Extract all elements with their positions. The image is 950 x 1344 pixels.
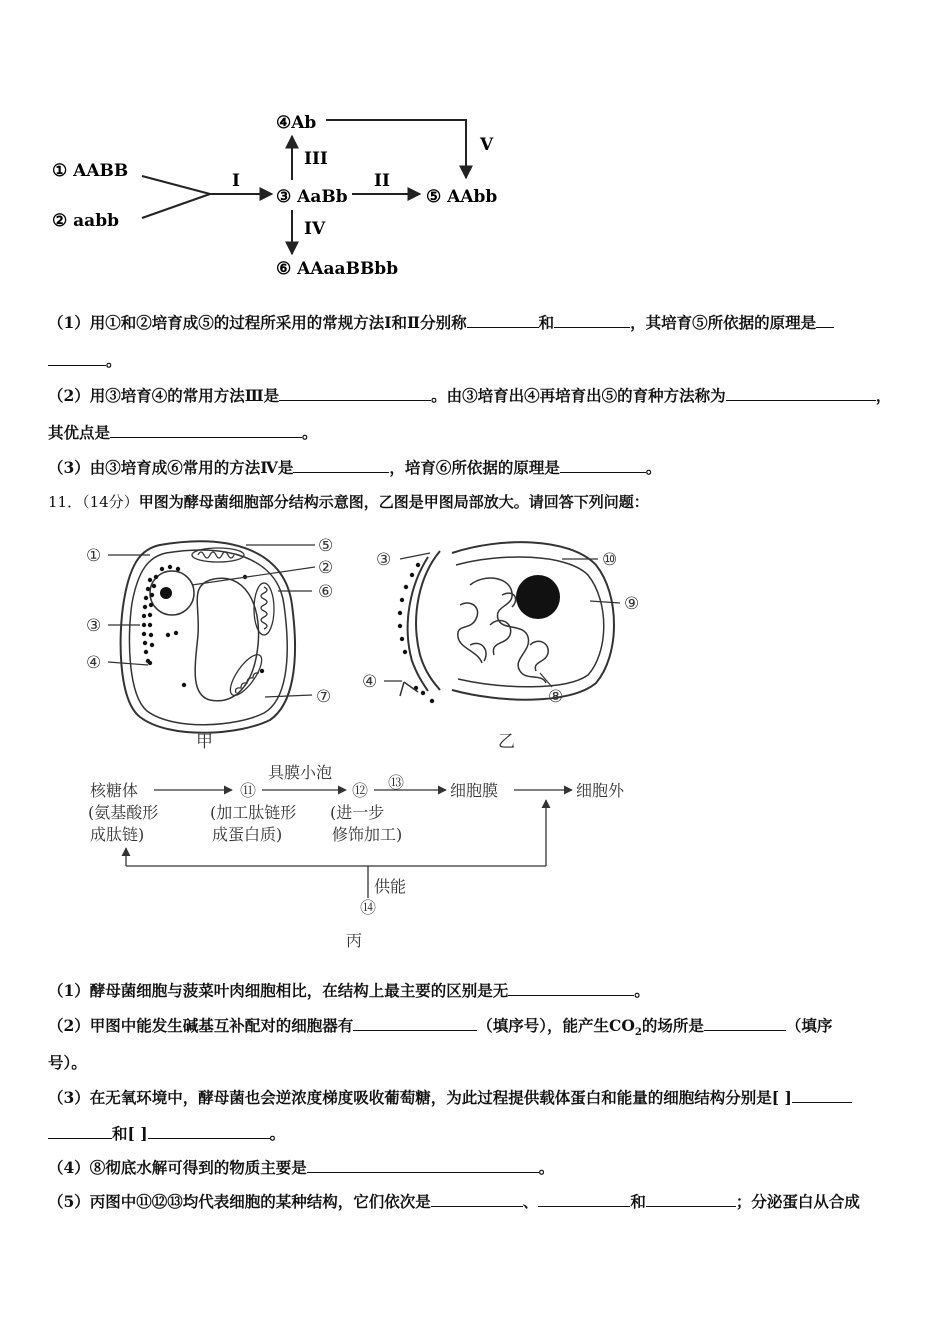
blank[interactable] — [726, 385, 876, 401]
blank[interactable] — [48, 350, 106, 366]
flow-ribosome-note1: (氨基酸形 — [88, 803, 159, 822]
label-7: ⑦ — [316, 687, 332, 707]
blank[interactable] — [560, 457, 646, 473]
q11-part2-cont: 号）。 — [48, 1053, 87, 1072]
nucleolus-large — [516, 575, 560, 619]
label-2: ② — [318, 558, 334, 578]
nucleus-enlarged-yi — [362, 542, 639, 752]
blank[interactable] — [48, 1123, 112, 1139]
blank[interactable] — [508, 980, 634, 996]
q11-part3-cont: 和[ ] 。 — [48, 1122, 285, 1144]
flow-structure-14: ⑭ — [360, 898, 377, 917]
figure-jia-caption: 甲 — [196, 732, 213, 752]
q10-part2-cont: 其优点是 。 — [48, 423, 318, 442]
flow-outside-cell: 细胞外 — [576, 781, 625, 800]
q11-part1: （1）酵母菌细胞与菠菜叶肉细胞相比，在结构上最主要的区别是无 。 — [48, 981, 650, 1000]
label-4: ④ — [86, 653, 102, 673]
blank[interactable] — [646, 1191, 736, 1207]
flow-vesicle: 具膜小泡 — [268, 763, 333, 782]
label-1: ① — [86, 546, 102, 566]
cross-line-1 — [142, 176, 210, 194]
blank[interactable] — [353, 1015, 477, 1031]
label-8: ⑧ — [548, 687, 564, 707]
genotype-3: ③ AaBb — [276, 187, 348, 207]
flow-energy: 供能 — [374, 877, 407, 896]
genotype-4: ④Ab — [276, 113, 317, 133]
q11-part3: （3）在无氧环境中，酵母菌也会逆浓度梯度吸收葡萄糖，为此过程提供载体蛋白和能量的细胞结构分别是[ ] — [48, 1086, 852, 1108]
method-4-label: IV — [304, 219, 326, 239]
label-9: ⑨ — [624, 594, 640, 614]
blank[interactable] — [554, 312, 630, 328]
flow-structure-12: ⑫ — [352, 781, 369, 800]
blank[interactable] — [431, 1191, 523, 1207]
genotype-1: ① AABB — [52, 161, 129, 181]
genotype-5: ⑤ AAbb — [426, 187, 498, 207]
blank[interactable] — [704, 1015, 786, 1031]
method-5-label: V — [480, 135, 494, 155]
flow-structure-11-note1: (加工肽链形 — [210, 803, 297, 822]
q10-part3: （3）由③培育成⑥常用的方法Ⅳ是 ，培育⑥所依据的原理是 。 — [48, 458, 662, 477]
flow-structure-13: ⑬ — [388, 773, 405, 792]
flow-structure-11: ⑪ — [240, 781, 257, 800]
label-3-yi: ③ — [376, 550, 392, 570]
blank[interactable] — [110, 422, 302, 438]
label-4-yi: ④ — [362, 672, 378, 692]
label-6: ⑥ — [318, 582, 334, 602]
flow-structure-12-note1: (进一步 — [330, 803, 385, 822]
blank[interactable] — [816, 312, 834, 328]
cell-diagrams — [0, 525, 700, 760]
label-3: ③ — [86, 616, 102, 636]
cross-line-2 — [142, 194, 210, 218]
flow-ribosome-note2: 成肽链) — [90, 825, 145, 844]
blank[interactable] — [538, 1191, 630, 1207]
label-5: ⑤ — [318, 536, 334, 556]
q11-part4: （4）⑧彻底水解可得到的物质主要是 。 — [48, 1158, 555, 1177]
blank[interactable] — [279, 385, 431, 401]
breeding-diagram — [0, 100, 560, 290]
genotype-2: ② aabb — [52, 211, 119, 231]
label-10: ⑩ — [602, 550, 618, 570]
figure-yi-caption: 乙 — [498, 732, 515, 752]
method-1-label: I — [232, 171, 240, 191]
blank[interactable] — [467, 312, 539, 328]
q10-part2: （2）用③培育④的常用方法Ⅲ是 。由③培育出④再培育出⑤的育种方法称为 ， — [48, 386, 892, 405]
q10-part1-cont: 。 — [48, 349, 122, 371]
secretion-flow-diagram — [0, 758, 700, 953]
flow-cell-membrane: 细胞膜 — [450, 781, 499, 800]
genotype-6: ⑥ AAaaBBbb — [276, 259, 399, 279]
figure-bing-caption: 丙 — [346, 931, 363, 950]
q11-part5: （5）丙图中⑪⑫⑬均代表细胞的某种结构，它们依次是 、 和 ；分泌蛋白从合成 — [48, 1192, 860, 1211]
flow-ribosome: 核糖体 — [90, 781, 139, 800]
nucleolus — [160, 587, 172, 599]
q11-part2: （2）甲图中能发生碱基互补配对的细胞器有 （填序号），能产生$CO_2$的场所是 （填序 — [48, 1016, 833, 1039]
blank[interactable] — [792, 1087, 852, 1103]
blank[interactable] — [293, 457, 389, 473]
blank[interactable] — [148, 1123, 270, 1139]
q11-heading: 11．（14分）甲图为酵母菌细胞部分结构示意图，乙图是甲图局部放大。请回答下列问题： — [48, 493, 649, 511]
yeast-cell-jia — [86, 536, 333, 752]
mitochondria — [192, 548, 274, 700]
method-2-label: II — [374, 171, 390, 191]
q10-part1: （1）用①和②培育成⑤的过程所采用的常规方法Ⅰ和Ⅱ分别称 和 ，其培育⑤所依据的原理是 — [48, 311, 834, 333]
arrow-method-5 — [326, 120, 466, 178]
flow-structure-11-note2: 成蛋白质) — [212, 825, 283, 844]
blank[interactable] — [307, 1157, 539, 1173]
flow-structure-12-note2: 修饰加工) — [332, 825, 403, 844]
method-3-label: III — [304, 149, 328, 169]
